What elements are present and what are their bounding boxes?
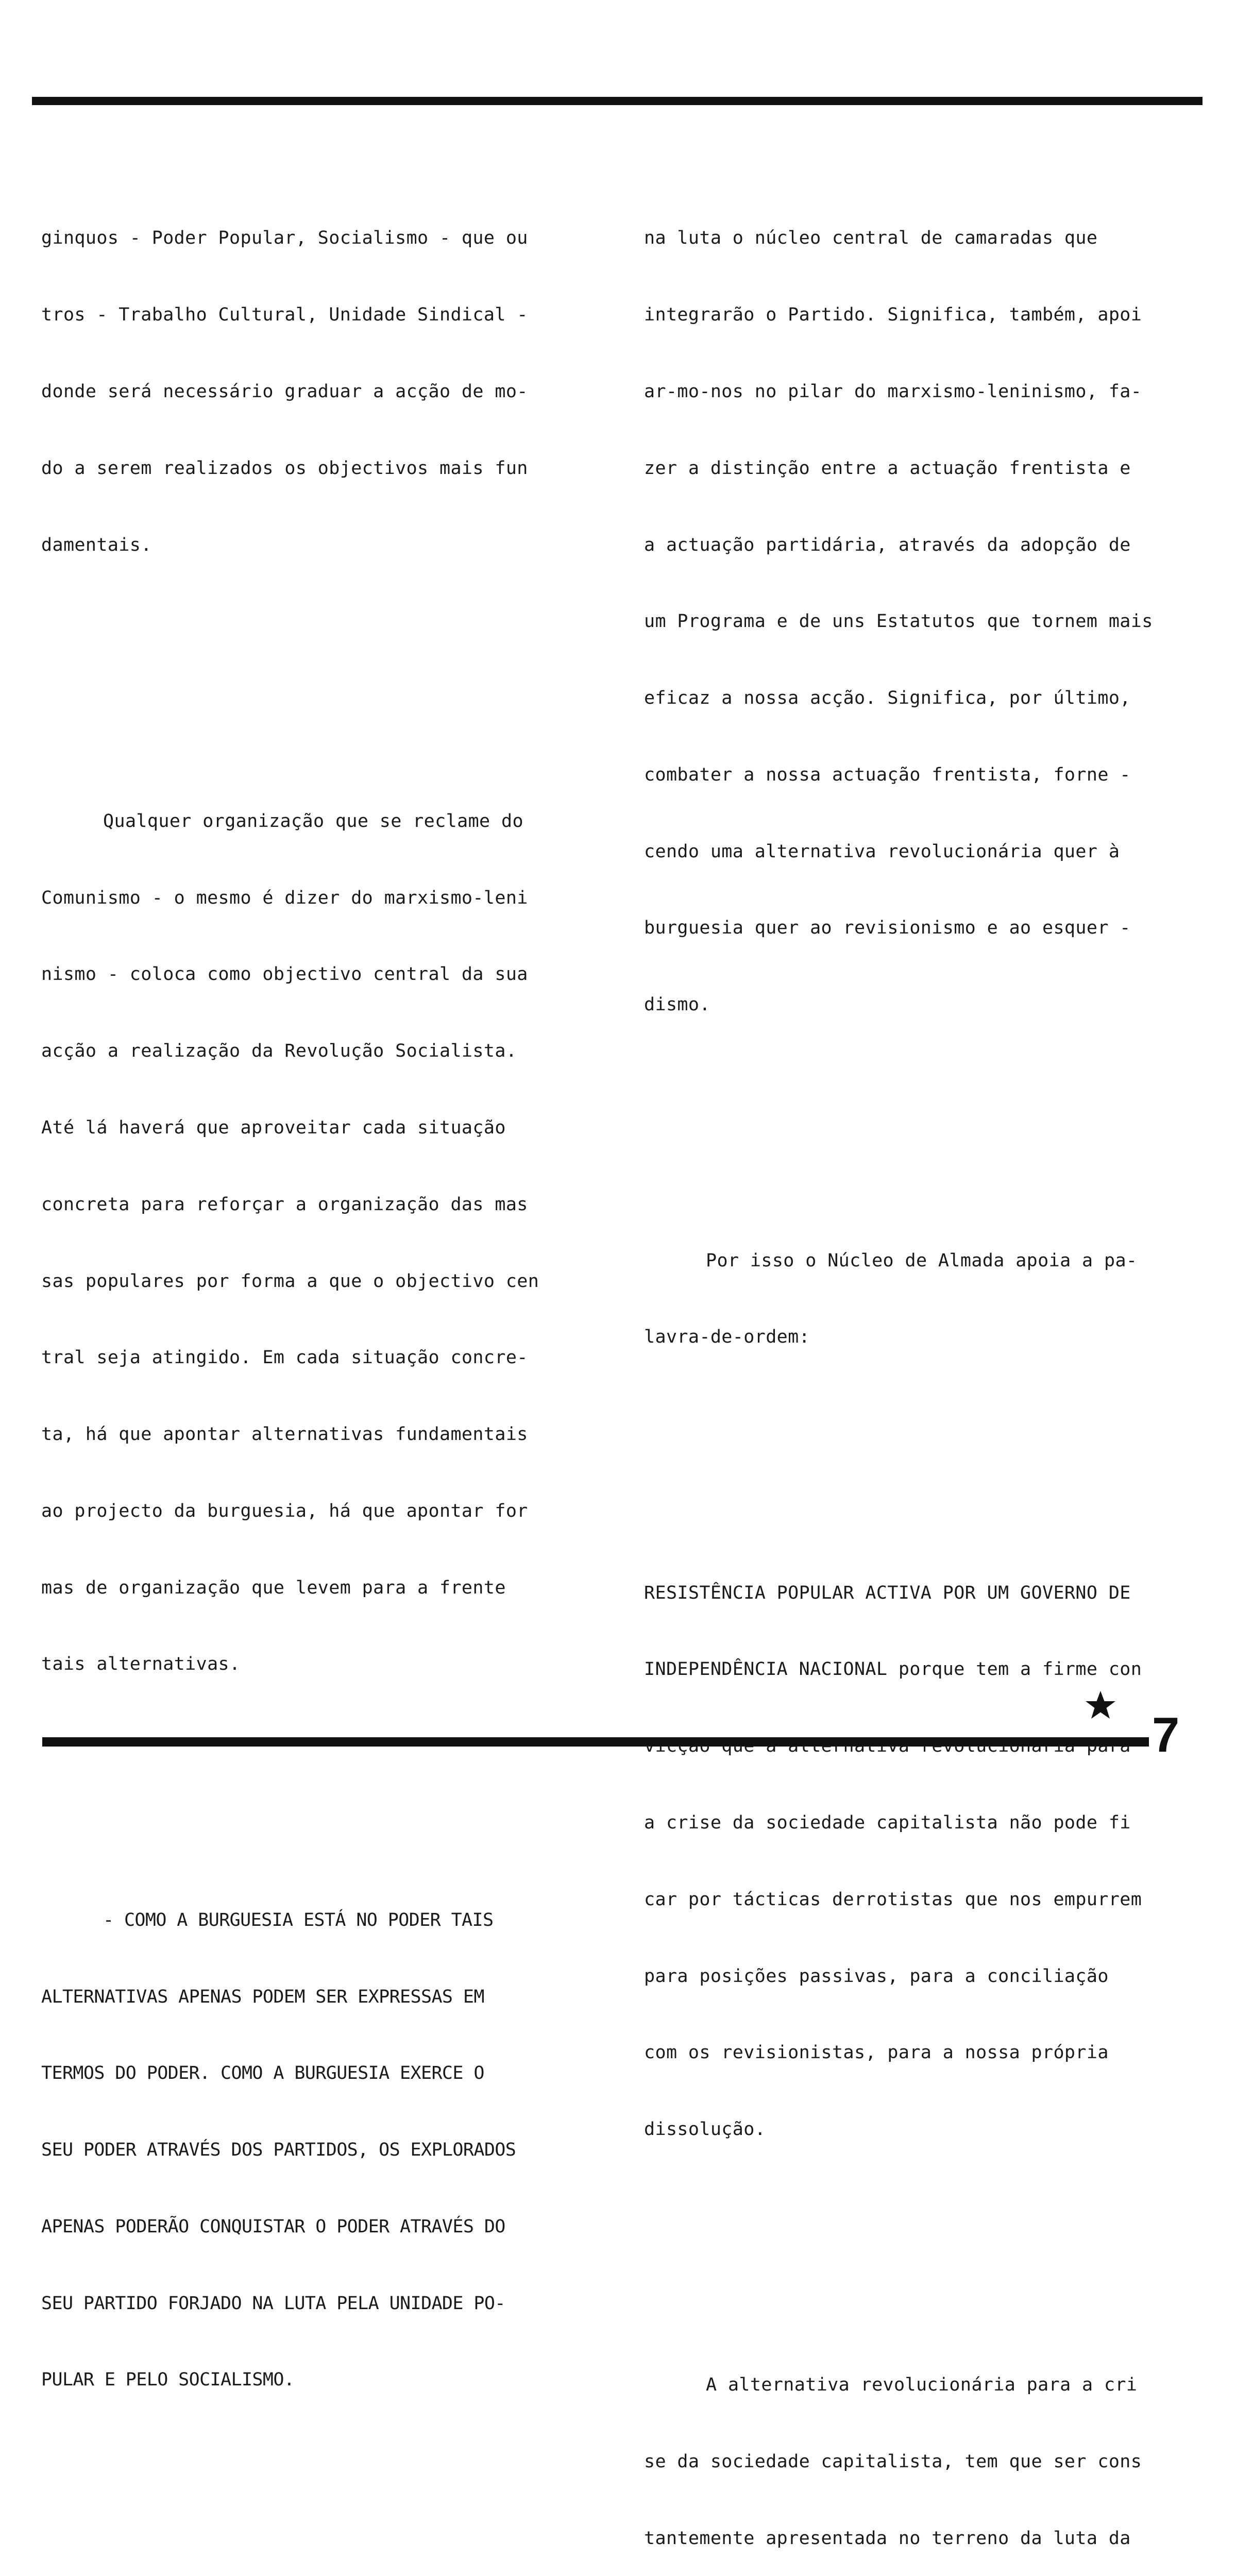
paragraph-tactica xyxy=(41,2572,618,2576)
text-line: tral seja atingido. Em cada situação concre- xyxy=(41,1347,528,1368)
text-line: Comunismo - o mesmo é dizer do marxismo-leni xyxy=(41,887,528,908)
text-line: acção a realização da Revolução Socialista. xyxy=(41,1041,517,1062)
paragraph-nucleo-central xyxy=(644,175,1221,1069)
text-line: na luta o núcleo central de camaradas que xyxy=(644,228,1098,249)
paragraph-palavra-de-ordem xyxy=(644,1197,1221,1401)
text-line: ta, há que apontar alternativas fundamentais xyxy=(41,1424,528,1445)
text-line: SEU PODER ATRAVÉS DOS PARTIDOS, OS EXPLORADOS xyxy=(41,2140,516,2161)
paragraph-alternativa-1 xyxy=(644,2321,1221,2576)
text-line: APENAS PODERÃO CONQUISTAR O PODER ATRAVÉS DO xyxy=(41,2216,505,2237)
text-line: tros - Trabalho Cultural, Unidade Sindical - xyxy=(41,304,528,326)
text-line: concreta para reforçar a organização das mas xyxy=(41,1194,528,1215)
top-rule xyxy=(32,97,1203,105)
star-icon xyxy=(1084,1689,1117,1722)
text-line: para posições passivas, para a conciliação xyxy=(644,1965,1109,1987)
text-line: ar-mo-nos no pilar do marxismo-leninismo, fa- xyxy=(644,381,1142,402)
left-column xyxy=(41,124,618,2576)
text-line: dismo. xyxy=(644,994,710,1015)
text-line: tais alternativas. xyxy=(41,1654,241,1675)
text-line: - COMO A BURGUESIA ESTÁ NO PODER TAIS xyxy=(103,1909,494,1930)
text-line: ao projecto da burguesia, há que apontar for xyxy=(41,1500,528,1521)
paragraph-organizacao xyxy=(41,758,618,1729)
text-line: um Programa e de uns Estatutos que tornem mais xyxy=(644,611,1153,632)
text-line: zer a distinção entre a actuação frentista e xyxy=(644,457,1131,479)
paragraph-uppercase-statement xyxy=(41,1857,618,2445)
text-line: SEU PARTIDO FORJADO NA LUTA PELA UNIDADE PO- xyxy=(41,2293,505,2314)
text-line: com os revisionistas, para a nossa própria xyxy=(644,2042,1109,2063)
text-line: car por tácticas derrotistas que nos empurrem xyxy=(644,1889,1142,1910)
text-line: a actuação partidária, através da adopção de xyxy=(644,534,1131,555)
page-number: 7 xyxy=(1152,1707,1180,1762)
text-line: integrarão o Partido. Significa, também, apoi xyxy=(644,304,1142,326)
text-line: TERMOS DO PODER. COMO A BURGUESIA EXERCE O xyxy=(41,2063,484,2084)
text-line: RESISTÊNCIA POPULAR ACTIVA POR UM GOVERNO DE xyxy=(644,1582,1131,1603)
text-line: lavra-de-ordem: xyxy=(644,1327,810,1348)
text-line: INDEPENDÊNCIA NACIONAL porque tem a firme con xyxy=(644,1659,1142,1680)
text-line: ALTERNATIVAS APENAS PODEM SER EXPRESSAS EM xyxy=(41,1986,484,2007)
text-line: se da sociedade capitalista, tem que ser cons xyxy=(644,2451,1142,2472)
text-line: PULAR E PELO SOCIALISMO. xyxy=(41,2369,295,2391)
text-line: Qualquer organização que se reclame do xyxy=(103,810,523,832)
text-line: eficaz a nossa acção. Significa, por último, xyxy=(644,688,1131,709)
text-line: sas populares por forma a que o objectivo cen xyxy=(41,1270,539,1292)
text-line: Por isso o Núcleo de Almada apoia a pa- xyxy=(706,1250,1138,1271)
text-line: tantemente apresentada no terreno da luta da xyxy=(644,2528,1131,2549)
text-line: damentais. xyxy=(41,534,152,555)
text-line: dissolução. xyxy=(644,2119,766,2140)
text-line: combater a nossa actuação frentista, forne - xyxy=(644,764,1131,785)
paragraph-resistencia xyxy=(644,1529,1221,2193)
text-line: burguesia quer ao revisionismo e ao esquer - xyxy=(644,918,1131,939)
bottom-rule xyxy=(42,1737,1149,1747)
text-line: cendo uma alternativa revolucionária quer à xyxy=(644,841,1120,862)
text-line: nismo - coloca como objectivo central da sua xyxy=(41,964,528,985)
text-line: a crise da sociedade capitalista não pode fi xyxy=(644,1812,1131,1833)
paragraph-intro-continuation xyxy=(41,175,618,609)
text-line: ginquos - Poder Popular, Socialismo - que ou xyxy=(41,228,528,249)
text-line: Até lá haverá que aproveitar cada situação xyxy=(41,1117,506,1138)
text-line: do a serem realizados os objectivos mais fun xyxy=(41,457,528,479)
text-line: donde será necessário graduar a acção de mo- xyxy=(41,381,528,402)
text-line: A alternativa revolucionária para a cri xyxy=(706,2375,1138,2396)
text-line: mas de organização que levem para a frente xyxy=(41,1577,506,1598)
right-column xyxy=(644,124,1221,2576)
